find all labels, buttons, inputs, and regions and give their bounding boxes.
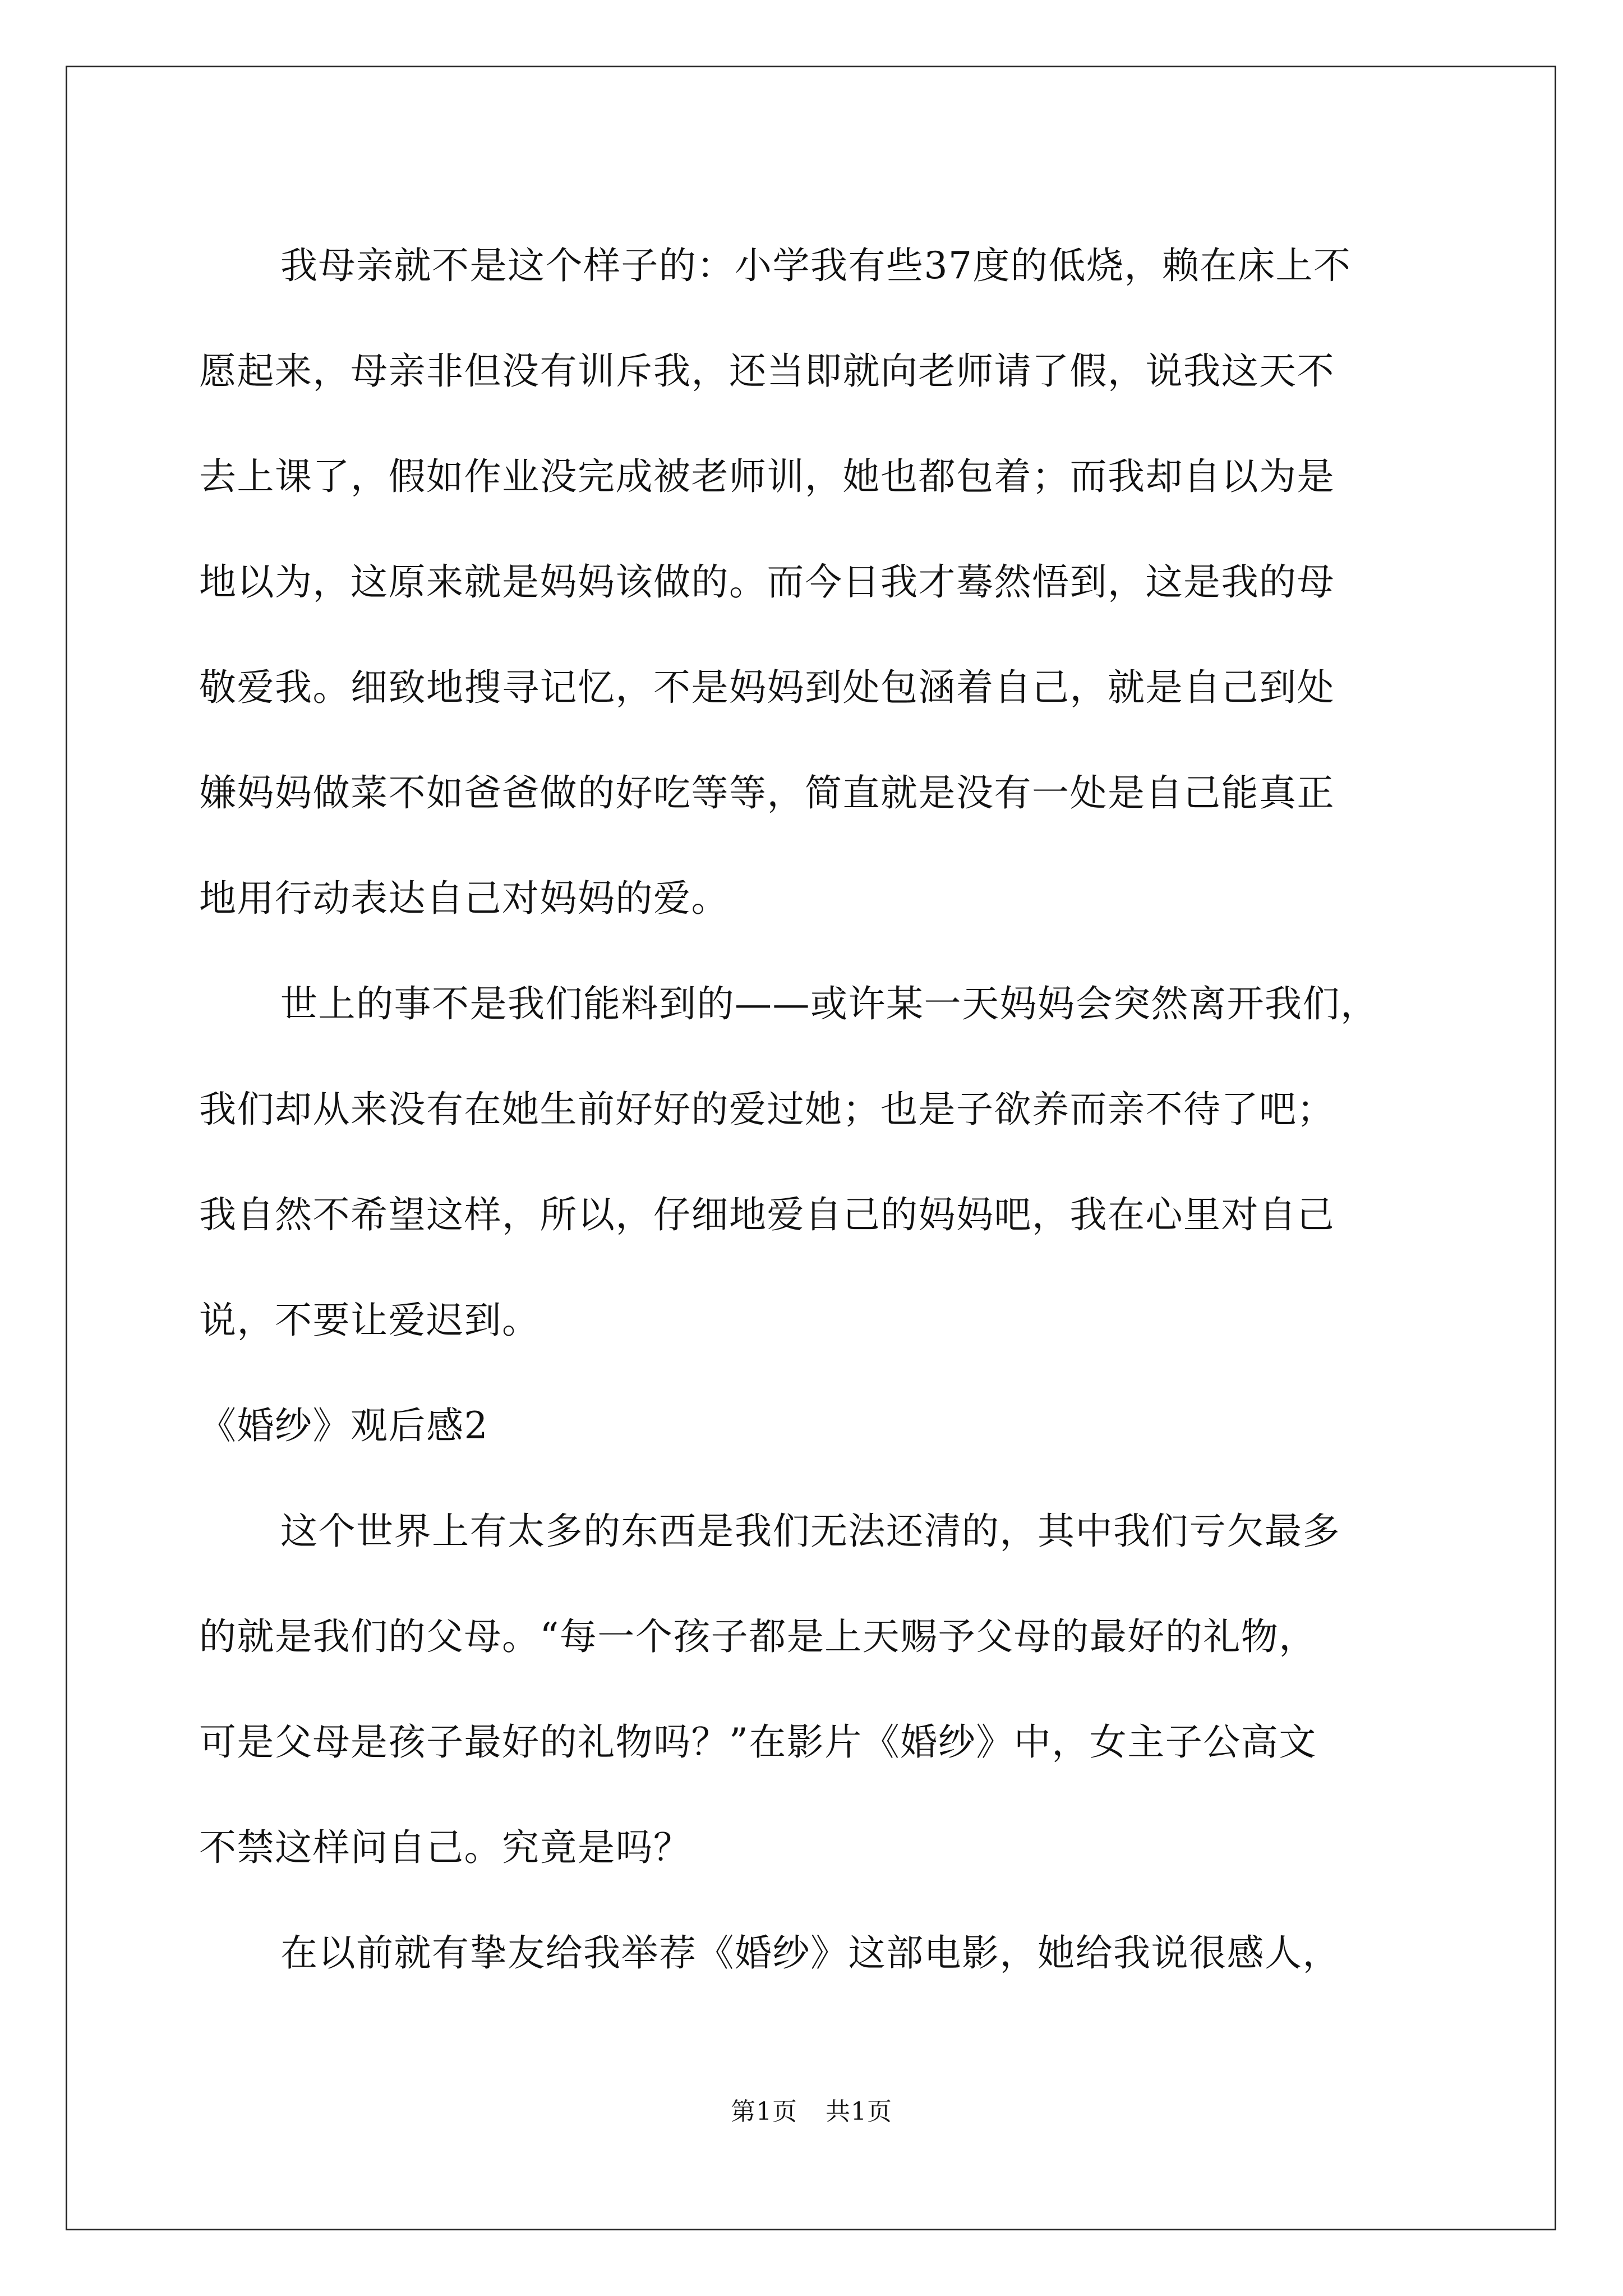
- text-line: 地用行动表达自己对妈妈的爱。: [199, 877, 729, 920]
- text-line: 敬爱我。细致地搜寻记忆，不是妈妈到处包涵着自己，就是自己到处: [199, 666, 1335, 709]
- text-line: 我自然不希望这样，所以，仔细地爱自己的妈妈吧，我在心里对自己: [199, 1193, 1335, 1236]
- text-line: 地以为，这原来就是妈妈该做的。而今日我才蓦然悟到，这是我的母: [199, 560, 1335, 604]
- section-heading: 《婚纱》观后感2: [199, 1404, 488, 1447]
- document-body: [199, 213, 1433, 2006]
- text-line: 我母亲就不是这个样子的：小学我有些37度的低烧，赖在床上不: [280, 244, 1352, 287]
- page-footer: [0, 2095, 1623, 2129]
- text-line: 嫌妈妈做菜不如爸爸做的好吃等等，简直就是没有一处是自己能真正: [199, 771, 1335, 815]
- text-line: 的就是我们的父母。“每一个孩子都是上天赐予父母的最好的礼物，: [199, 1615, 1317, 1658]
- text-line: 去上课了，假如作业没完成被老师训，她也都包着；而我却自以为是: [199, 455, 1335, 498]
- page-total: 共1页: [826, 2097, 892, 2126]
- text-line: 在以前就有挚友给我举荐《婚纱》这部电影，她给我说很感人，: [280, 1931, 1340, 1975]
- page-number: 第1页: [731, 2097, 797, 2126]
- text-line: 说，不要让爱迟到。: [199, 1299, 540, 1342]
- text-line: 不禁这样问自己。究竟是吗？: [199, 1826, 691, 1869]
- text-line: 可是父母是孩子最好的礼物吗？”在影片《婚纱》中，女主子公高文: [199, 1720, 1317, 1764]
- text-line: 我们却从来没有在她生前好好的爱过她；也是子欲养而亲不待了吧；: [199, 1088, 1335, 1131]
- text-line: 世上的事不是我们能料到的——或许某一天妈妈会突然离开我们，: [280, 982, 1378, 1025]
- text-line: 这个世界上有太多的东西是我们无法还清的，其中我们亏欠最多: [280, 1510, 1340, 1553]
- text-line: 愿起来，母亲非但没有训斥我，还当即就向老师请了假，说我这天不: [199, 349, 1335, 393]
